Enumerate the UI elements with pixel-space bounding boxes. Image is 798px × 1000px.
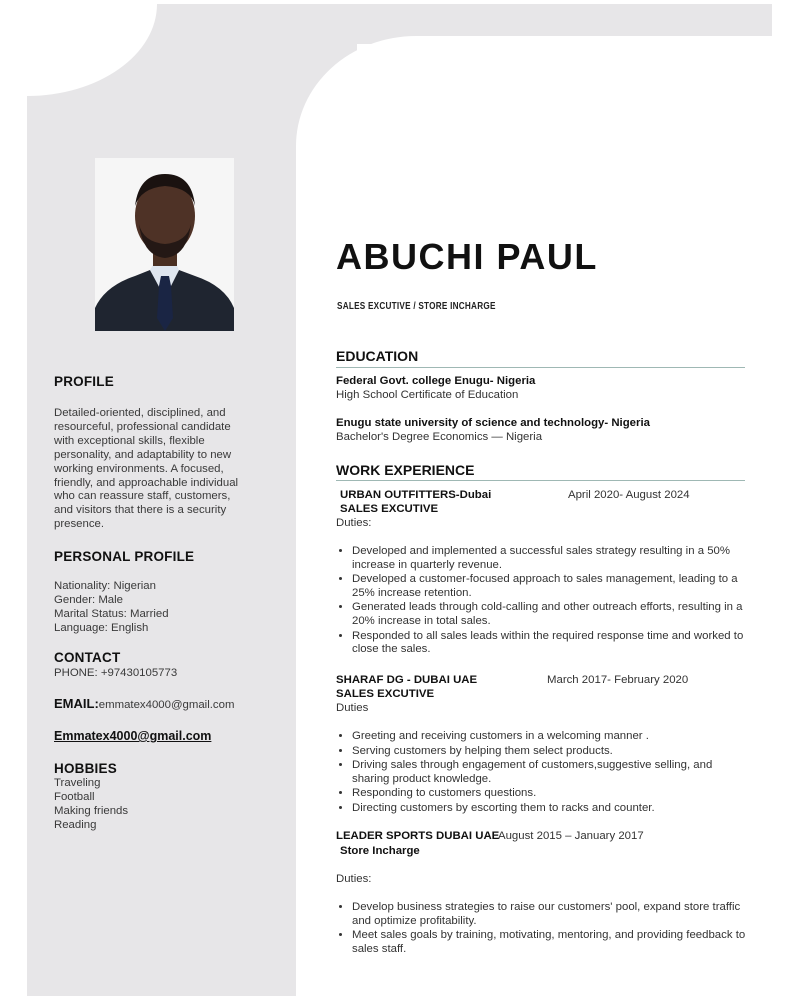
work-experience-heading: WORK EXPERIENCE [336, 462, 475, 478]
hobby-item: Reading [54, 818, 97, 831]
job-role: Store Incharge [340, 845, 420, 857]
duty-item: • Serving customers by helping them select products. [352, 745, 748, 759]
phone: PHONE: +97430105773 [54, 667, 178, 679]
education-detail: Bachelor's Degree Economics — Nigeria [336, 431, 543, 443]
language: Language: English [54, 621, 149, 634]
duty-item: • Developed a customer-focused approach to sales management, leading to a 25% increase retention. [352, 573, 748, 600]
hobbies-list [54, 777, 274, 833]
education-divider [336, 367, 745, 368]
duties-list [336, 730, 748, 817]
duties-label: Duties: [336, 517, 372, 529]
job-role: SALES EXCUTIVE [340, 503, 439, 515]
profile-line: who can reassure staff, customers, [54, 490, 231, 503]
duties-label: Duties: [336, 873, 372, 885]
nationality: Nationality: Nigerian [54, 580, 156, 592]
job-company: SHARAF DG - DUBAI UAE [336, 674, 478, 686]
profile-line: resourceful, professional candidate [54, 420, 231, 433]
job-dates: March 2017- February 2020 [547, 674, 689, 686]
hobbies-heading: HOBBIES [54, 761, 117, 776]
hobby-item: Making friends [54, 804, 129, 817]
marital-status: Marital Status: Married [54, 607, 169, 620]
duty-item: • Responded to all sales leads within the required response time and worked to close the sales. [352, 630, 748, 657]
duties-list [336, 545, 748, 658]
email-value: emmatex4000@gmail.com [98, 699, 235, 711]
profile-line: personality, and adaptability to new [54, 448, 232, 461]
job-company: URBAN OUTFITTERS-Dubai [340, 489, 492, 501]
contact-heading: CONTACT [54, 650, 121, 665]
job-dates: April 2020- August 2024 [568, 489, 690, 501]
email-label: EMAIL: [54, 696, 99, 711]
duties-label: Duties [336, 702, 369, 714]
profile-line: and visitors that there is a security [54, 504, 227, 517]
duty-item: • Driving sales through engagement of customers,suggestive selling, and sharing product knowledge. [352, 759, 748, 786]
profile-line: presence. [54, 518, 105, 531]
job-company: LEADER SPORTS DUBAI UAE [336, 830, 500, 842]
email-link[interactable]: Emmatex4000@gmail.com [54, 729, 212, 743]
duty-item: • Developed and implemented a successful sales strategy resulting in a 50% increase in quarterly revenue. [352, 545, 748, 572]
duty-item: • Responding to customers questions. [352, 787, 748, 801]
education-heading: EDUCATION [336, 348, 419, 364]
email-link-row [54, 730, 274, 745]
job-role: SALES EXCUTIVE [336, 688, 435, 700]
personal-profile-heading: PERSONAL PROFILE [54, 549, 195, 564]
job-dates: August 2015 – January 2017 [498, 830, 644, 842]
duty-item: • Develop business strategies to raise our customers' pool, expand store traffic and optimize profitability. [352, 901, 748, 928]
gender: Gender: Male [54, 593, 124, 606]
hobby-item: Traveling [54, 777, 101, 789]
hobby-item: Football [54, 790, 95, 803]
education-detail: High School Certificate of Education [336, 389, 519, 401]
education-school: Federal Govt. college Enugu- Nigeria [336, 375, 536, 387]
profile-line: with exceptional skills, flexible [54, 434, 205, 447]
duty-item: • Directing customers by escorting them to racks and counter. [352, 802, 748, 816]
profile-line: working environments. A focused, [54, 462, 224, 475]
email-row [54, 697, 294, 713]
profile-line: friendly, and approachable individual [54, 476, 239, 489]
personal-profile-details [54, 580, 274, 636]
portrait-illustration [95, 158, 234, 331]
duties-list [336, 901, 748, 957]
education-school: Enugu state university of science and technology- Nigeria [336, 417, 650, 429]
job-title: SALES EXCUTIVE / STORE INCHARGE [337, 300, 496, 312]
work-experience-divider [336, 480, 745, 481]
profile-line: Detailed-oriented, disciplined, and [54, 407, 226, 419]
profile-photo [95, 158, 234, 331]
profile-heading: PROFILE [54, 374, 114, 389]
profile-summary [54, 407, 274, 532]
duty-item: • Meet sales goals by training, motivating, mentoring, and providing feedback to sales staff. [352, 929, 748, 956]
duty-item: • Generated leads through cold-calling and other outreach efforts, resulting in a 20% increase in total sales. [352, 601, 748, 628]
duty-item: • Greeting and receiving customers in a welcoming manner . [352, 730, 748, 744]
candidate-name: ABUCHI PAUL [336, 236, 598, 277]
